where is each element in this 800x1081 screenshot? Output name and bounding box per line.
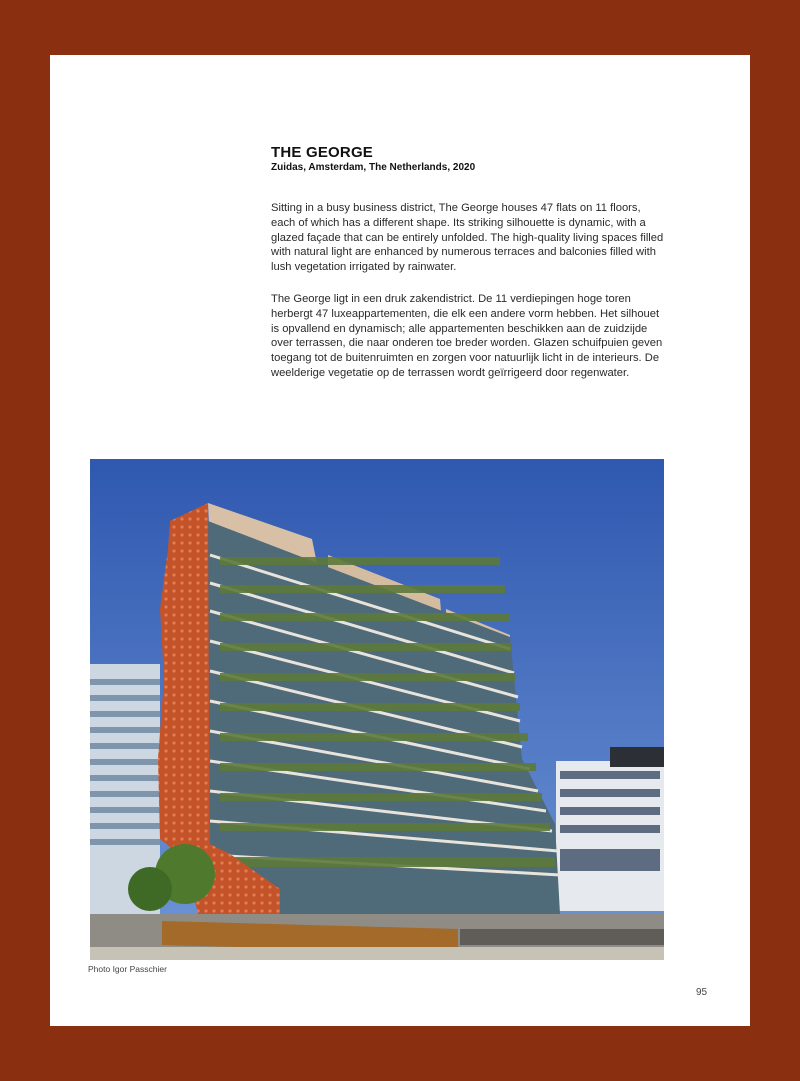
page-number: 95 [696,987,708,998]
article-title: THE GEORGE [271,144,374,161]
photo-caption: Photo Igor Passchier [88,964,167,974]
paragraph-dutch: The George ligt in een druk zakendistrict. De 11 verdiepingen hoge toren herbergt 47 luxeappartementen, die elk een andere vorm hebben. Het silhouet is opvallend en dynamisch; alle appartementen beschikken aan de zuidzijde over terrassen, die naar onderen toe breder worden. Glazen schuifpuien geven toegang tot de buitenruimten en zorgen voor natuurlijk licht in de interieurs. De weelderige vegetatie op de terrassen wordt geïrrigeerd door regenwater. [271,293,663,379]
book-page [50,55,750,1026]
paragraph-english: Sitting in a busy business district, The George houses 47 flats on 11 floors, each of which has a different shape. Its striking silhouette is dynamic, with a glazed façade that can be entirely unfolded. The high-quality living spaces filled with natural light are enhanced by numerous terraces and balconies filled with lush vegetation irrigated by rainwater. [271,202,664,274]
building-photo [90,459,664,960]
article-subtitle: Zuidas, Amsterdam, The Netherlands, 2020 [271,162,476,173]
